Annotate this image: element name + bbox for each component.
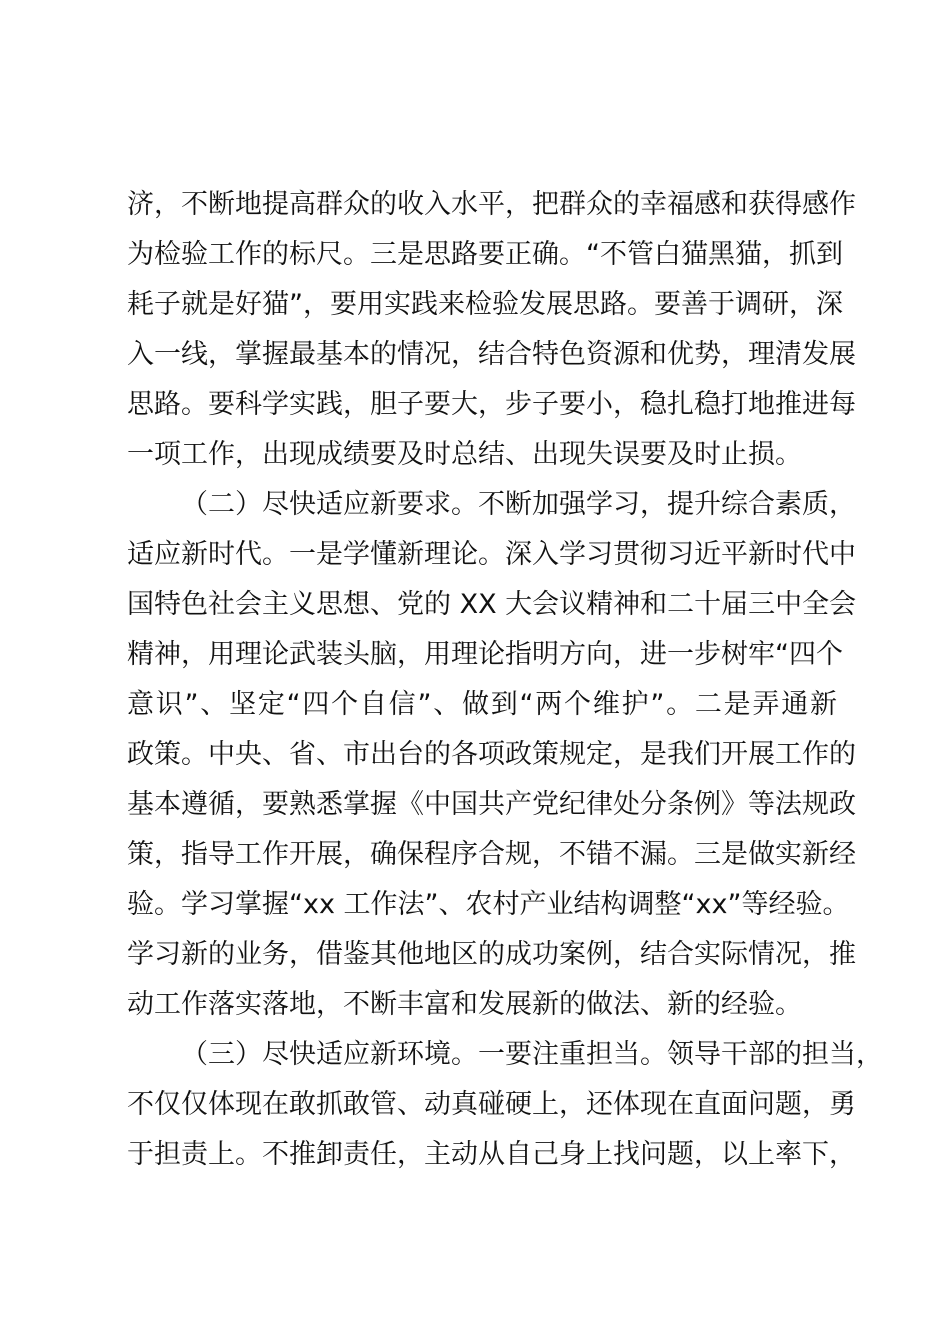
text-line: 为检验工作的标尺。三是思路要正确。“不管白猫黑猫，抓到 — [127, 239, 843, 270]
text-line: 入一线，掌握最基本的情况，结合特色资源和优势，理清发展 — [127, 339, 856, 370]
text-line: 于担责上。不推卸责任，主动从自己身上找问题，以上率下， — [127, 1139, 856, 1170]
text-line: 国特色社会主义思想、党的 XX 大会议精神和二十届三中全会 — [127, 589, 857, 620]
text-line: 意识”、坚定“四个自信”、做到“两个维护”。二是弄通新 — [127, 689, 837, 720]
text-line: 验。学习掌握“xx 工作法”、农村产业结构调整“xx”等经验。 — [127, 889, 850, 920]
text-line: 基本遵循，要熟悉掌握《中国共产党纪律处分条例》等法规政 — [127, 789, 856, 820]
text-line: 不仅仅体现在敢抓敢管、动真碰硬上，还体现在直面问题，勇 — [127, 1089, 856, 1120]
text-line: 思路。要科学实践，胆子要大，步子要小，稳扎稳打地推进每 — [127, 389, 856, 420]
section-heading-line: （二）尽快适应新要求。不断加强学习，提升综合素质， — [181, 489, 856, 520]
text-line: 耗子就是好猫”，要用实践来检验发展思路。要善于调研，深 — [127, 289, 843, 320]
text-line: 适应新时代。一是学懂新理论。深入学习贯彻习近平新时代中 — [127, 539, 856, 570]
text-line: 一项工作，出现成绩要及时总结、出现失误要及时止损。 — [127, 439, 802, 470]
text-line: 学习新的业务，借鉴其他地区的成功案例，结合实际情况，推 — [127, 939, 856, 970]
text-line: 济，不断地提高群众的收入水平，把群众的幸福感和获得感作 — [127, 189, 856, 220]
text-line: 动工作落实落地，不断丰富和发展新的做法、新的经验。 — [127, 989, 802, 1020]
text-line: 精神，用理论武装头脑，用理论指明方向，进一步树牢“四个 — [127, 639, 843, 670]
text-line: 策，指导工作开展，确保程序合规，不错不漏。三是做实新经 — [127, 839, 856, 870]
text-line: 政策。中央、省、市出台的各项政策规定，是我们开展工作的 — [127, 739, 856, 770]
section-heading-line: （三）尽快适应新环境。一要注重担当。领导干部的担当， — [181, 1039, 883, 1070]
body-text — [127, 180, 883, 1180]
